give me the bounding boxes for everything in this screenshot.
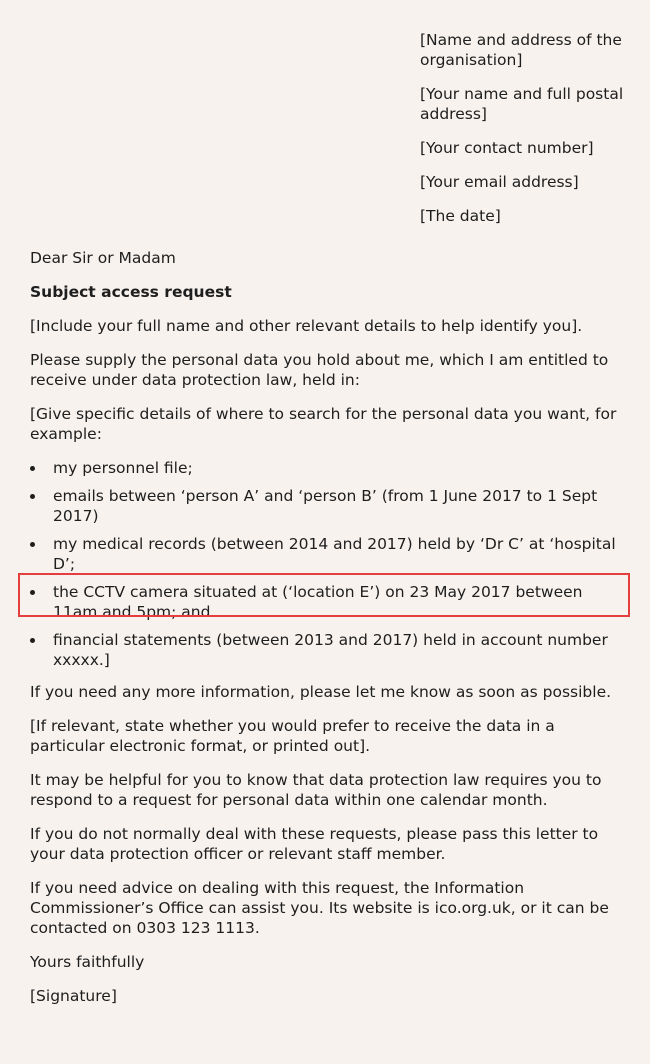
supply-paragraph: Please supply the personal data you hold about me, which I am entitled to receive under data protection law, held in:: [30, 351, 609, 389]
bullet-icon: [30, 466, 35, 471]
salutation: Dear Sir or Madam: [30, 249, 176, 267]
letter: [30, 30, 630, 1020]
advice-paragraph: If you need advice on dealing with this request, the Information Commissioner’s Office can assist you. Its website is ico.org.uk, or it can be contacted on 0303 123 1113.: [30, 879, 609, 937]
highlighted-list-item: [30, 582, 630, 622]
more-info-paragraph: If you need any more information, please let me know as soon as possible.: [30, 683, 612, 701]
pass-on-paragraph: If you do not normally deal with these requests, please pass this letter to your data protection officer or relevant staff member.: [30, 825, 599, 863]
deadline-paragraph: It may be helpful for you to know that data protection law requires you to respond to a request for personal data within one calendar month.: [30, 771, 602, 809]
list-item-text: my personnel file;: [53, 459, 193, 477]
list-item: [30, 534, 630, 574]
bullet-icon: [30, 638, 35, 643]
letter-date: [The date]: [420, 207, 501, 225]
sender-address: [Your name and full postal address]: [420, 85, 624, 123]
email-address: [Your email address]: [420, 173, 579, 191]
identify-paragraph: [Include your full name and other relevant details to help identify you].: [30, 317, 583, 335]
list-item: [30, 458, 630, 478]
list-item-text: my medical records (between 2014 and 2017) held by ‘Dr C’ at ‘hospital D’;: [53, 535, 616, 573]
list-item-text: emails between ‘person A’ and ‘person B’ (from 1 June 2017 to 1 Sept 2017): [53, 487, 598, 525]
bullet-icon: [30, 542, 35, 547]
closing: Yours faithfully: [30, 953, 145, 971]
bullet-icon: [30, 590, 35, 595]
organisation-address: [Name and address of the organisation]: [420, 31, 622, 69]
list-item: [30, 486, 630, 526]
address-block: [420, 30, 635, 226]
letter-heading: Subject access request: [30, 283, 232, 301]
format-paragraph: [If relevant, state whether you would prefer to receive the data in a particular electronic format, or printed out].: [30, 717, 555, 755]
example-list: [30, 458, 630, 670]
list-item: [30, 630, 630, 670]
specific-paragraph: [Give specific details of where to search for the personal data you want, for example:: [30, 405, 617, 443]
bullet-icon: [30, 494, 35, 499]
signature: [Signature]: [30, 987, 117, 1005]
list-item-text: financial statements (between 2013 and 2017) held in account number xxxxx.]: [53, 631, 608, 669]
list-item-text: the CCTV camera situated at (‘location E’) on 23 May 2017 between 11am and 5pm; and: [53, 583, 583, 621]
contact-number: [Your contact number]: [420, 139, 594, 157]
